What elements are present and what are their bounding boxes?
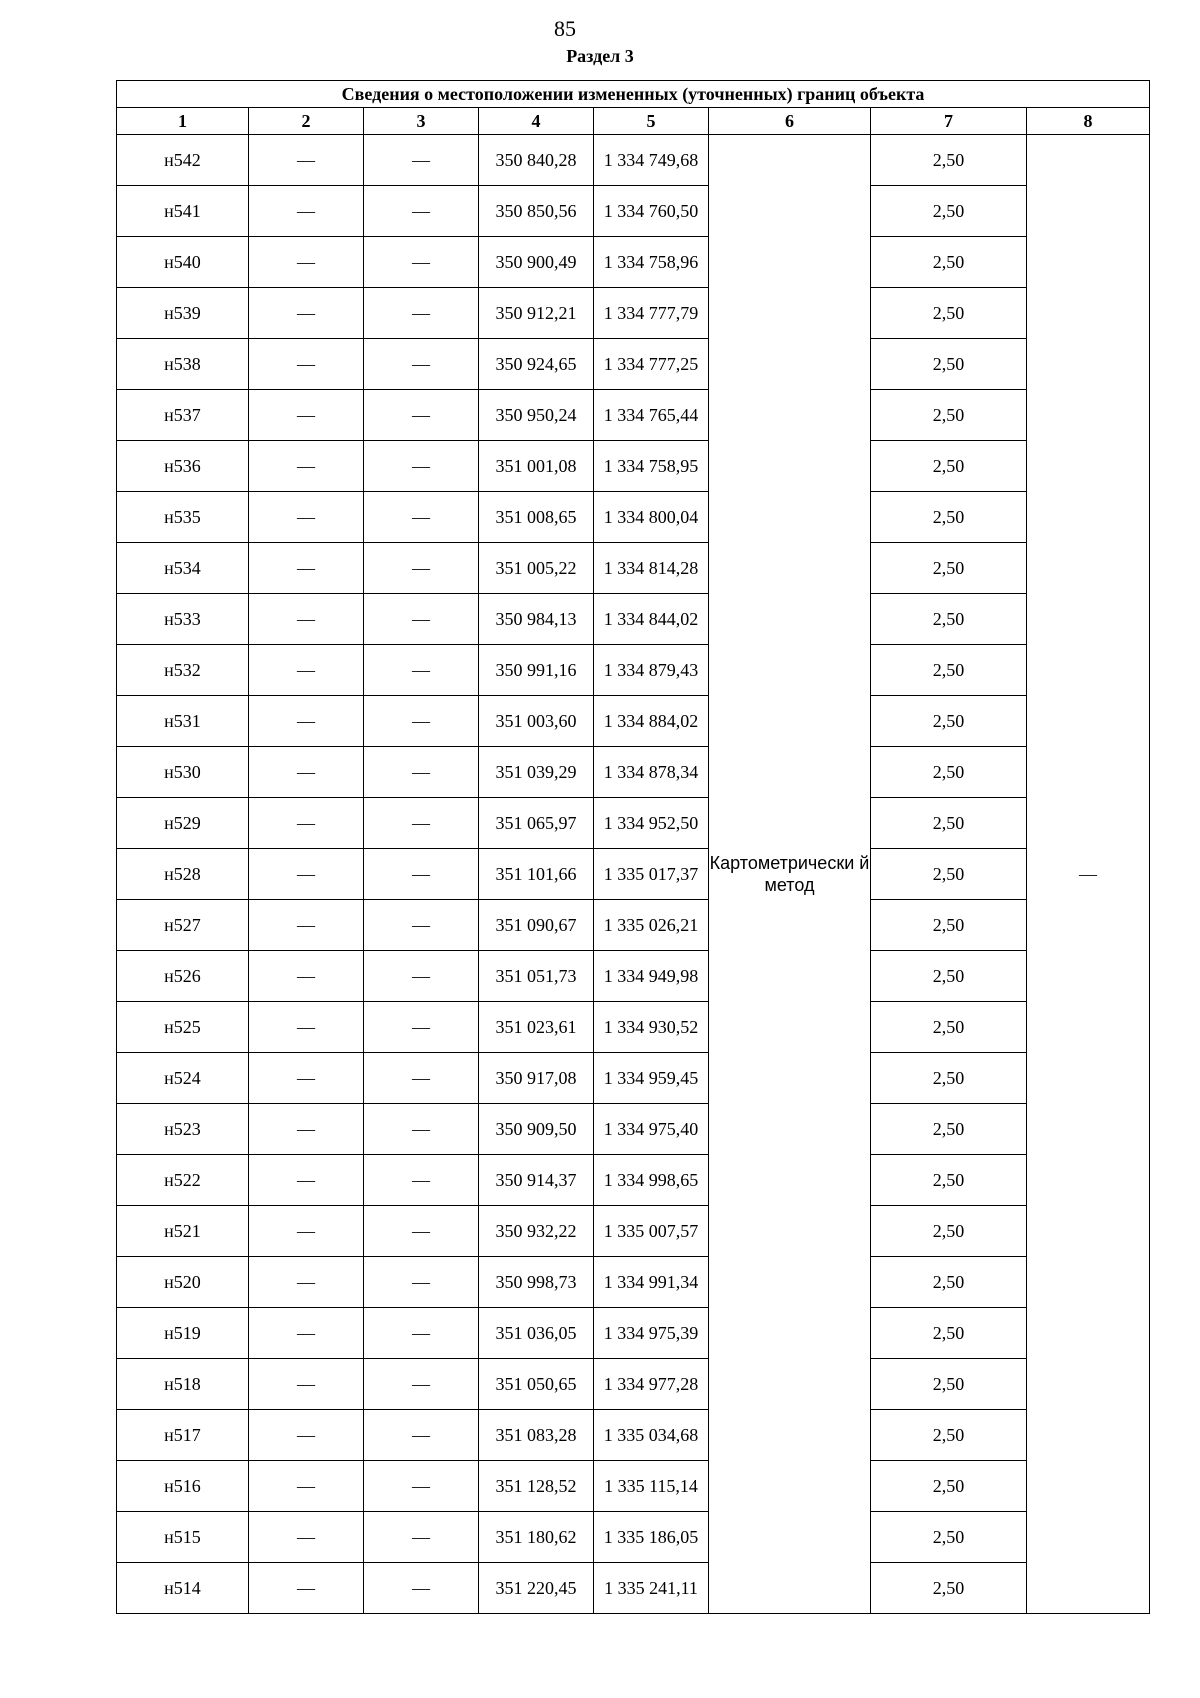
point-id-cell: н530	[117, 747, 249, 798]
x-coordinate-cell: 350 917,08	[479, 1053, 594, 1104]
table-row	[117, 1308, 1150, 1359]
column-2-cell: —	[249, 135, 364, 186]
point-id-cell: н522	[117, 1155, 249, 1206]
y-coordinate-cell: 1 335 186,05	[594, 1512, 709, 1563]
point-id-cell: н529	[117, 798, 249, 849]
column-2-cell: —	[249, 1359, 364, 1410]
boundary-coordinates-table	[116, 80, 1150, 1614]
column-3-cell: —	[364, 1257, 479, 1308]
table-row	[117, 186, 1150, 237]
x-coordinate-cell: 350 840,28	[479, 135, 594, 186]
column-3-cell: —	[364, 594, 479, 645]
point-id-cell: н524	[117, 1053, 249, 1104]
accuracy-cell: 2,50	[871, 594, 1027, 645]
x-coordinate-cell: 351 008,65	[479, 492, 594, 543]
column-2-cell: —	[249, 186, 364, 237]
column-2-cell: —	[249, 1563, 364, 1614]
y-coordinate-cell: 1 335 007,57	[594, 1206, 709, 1257]
column-3-cell: —	[364, 1461, 479, 1512]
accuracy-cell: 2,50	[871, 1002, 1027, 1053]
point-id-cell: н523	[117, 1104, 249, 1155]
y-coordinate-cell: 1 334 760,50	[594, 186, 709, 237]
x-coordinate-cell: 351 036,05	[479, 1308, 594, 1359]
column-2-cell: —	[249, 798, 364, 849]
column-3-cell: —	[364, 696, 479, 747]
point-id-cell: н531	[117, 696, 249, 747]
x-coordinate-cell: 351 220,45	[479, 1563, 594, 1614]
column-2-cell: —	[249, 1461, 364, 1512]
y-coordinate-cell: 1 335 034,68	[594, 1410, 709, 1461]
accuracy-cell: 2,50	[871, 747, 1027, 798]
point-id-cell: н532	[117, 645, 249, 696]
accuracy-cell: 2,50	[871, 339, 1027, 390]
column-2-cell: —	[249, 237, 364, 288]
y-coordinate-cell: 1 334 952,50	[594, 798, 709, 849]
column-number-header: 1	[117, 108, 249, 135]
x-coordinate-cell: 351 005,22	[479, 543, 594, 594]
point-id-cell: н534	[117, 543, 249, 594]
column-2-cell: —	[249, 645, 364, 696]
point-id-cell: н515	[117, 1512, 249, 1563]
column-3-cell: —	[364, 1002, 479, 1053]
y-coordinate-cell: 1 334 758,96	[594, 237, 709, 288]
column-2-cell: —	[249, 1206, 364, 1257]
column-3-cell: —	[364, 492, 479, 543]
column-2-cell: —	[249, 1155, 364, 1206]
column-2-cell: —	[249, 594, 364, 645]
point-id-cell: н514	[117, 1563, 249, 1614]
table-row	[117, 747, 1150, 798]
column-number-header: 6	[709, 108, 871, 135]
column-number-header: 5	[594, 108, 709, 135]
table-row	[117, 1206, 1150, 1257]
accuracy-cell: 2,50	[871, 1308, 1027, 1359]
column-2-cell: —	[249, 339, 364, 390]
accuracy-cell: 2,50	[871, 1461, 1027, 1512]
point-id-cell: н520	[117, 1257, 249, 1308]
column-2-cell: —	[249, 849, 364, 900]
column-number-header: 7	[871, 108, 1027, 135]
point-id-cell: н535	[117, 492, 249, 543]
accuracy-cell: 2,50	[871, 849, 1027, 900]
column-2-cell: —	[249, 288, 364, 339]
column-2-cell: —	[249, 900, 364, 951]
x-coordinate-cell: 351 128,52	[479, 1461, 594, 1512]
x-coordinate-cell: 351 039,29	[479, 747, 594, 798]
y-coordinate-cell: 1 335 017,37	[594, 849, 709, 900]
column-2-cell: —	[249, 1257, 364, 1308]
column-2-cell: —	[249, 1512, 364, 1563]
column-3-cell: —	[364, 135, 479, 186]
column-3-cell: —	[364, 951, 479, 1002]
accuracy-cell: 2,50	[871, 1257, 1027, 1308]
x-coordinate-cell: 351 003,60	[479, 696, 594, 747]
column-3-cell: —	[364, 747, 479, 798]
page-number: 85	[554, 16, 576, 41]
column-number-header: 4	[479, 108, 594, 135]
y-coordinate-cell: 1 334 814,28	[594, 543, 709, 594]
table-row	[117, 1410, 1150, 1461]
accuracy-cell: 2,50	[871, 1410, 1027, 1461]
x-coordinate-cell: 350 914,37	[479, 1155, 594, 1206]
y-coordinate-cell: 1 335 026,21	[594, 900, 709, 951]
point-id-cell: н527	[117, 900, 249, 951]
table-row	[117, 900, 1150, 951]
column-3-cell: —	[364, 543, 479, 594]
column-3-cell: —	[364, 1563, 479, 1614]
column-2-cell: —	[249, 1053, 364, 1104]
table-row	[117, 594, 1150, 645]
method-cell: Картометрически й метод	[709, 135, 871, 1614]
table-body	[117, 135, 1150, 1614]
accuracy-cell: 2,50	[871, 645, 1027, 696]
table-row	[117, 288, 1150, 339]
y-coordinate-cell: 1 334 991,34	[594, 1257, 709, 1308]
point-id-cell: н518	[117, 1359, 249, 1410]
y-coordinate-cell: 1 334 998,65	[594, 1155, 709, 1206]
table-row	[117, 1257, 1150, 1308]
column-3-cell: —	[364, 1308, 479, 1359]
x-coordinate-cell: 350 984,13	[479, 594, 594, 645]
table-row	[117, 135, 1150, 186]
section-title: Раздел 3	[566, 46, 634, 66]
table-row	[117, 1512, 1150, 1563]
point-id-cell: н533	[117, 594, 249, 645]
point-id-cell: н540	[117, 237, 249, 288]
point-id-cell: н528	[117, 849, 249, 900]
accuracy-cell: 2,50	[871, 237, 1027, 288]
accuracy-cell: 2,50	[871, 1053, 1027, 1104]
column-2-cell: —	[249, 696, 364, 747]
accuracy-cell: 2,50	[871, 288, 1027, 339]
point-id-cell: н521	[117, 1206, 249, 1257]
x-coordinate-cell: 350 900,49	[479, 237, 594, 288]
accuracy-cell: 2,50	[871, 1155, 1027, 1206]
column-3-cell: —	[364, 1104, 479, 1155]
x-coordinate-cell: 351 090,67	[479, 900, 594, 951]
x-coordinate-cell: 351 050,65	[479, 1359, 594, 1410]
point-id-cell: н525	[117, 1002, 249, 1053]
y-coordinate-cell: 1 335 241,11	[594, 1563, 709, 1614]
column-2-cell: —	[249, 1308, 364, 1359]
table-row	[117, 1002, 1150, 1053]
column-2-cell: —	[249, 1410, 364, 1461]
x-coordinate-cell: 350 950,24	[479, 390, 594, 441]
y-coordinate-cell: 1 334 884,02	[594, 696, 709, 747]
point-id-cell: н537	[117, 390, 249, 441]
x-coordinate-cell: 350 998,73	[479, 1257, 594, 1308]
table-row	[117, 1563, 1150, 1614]
x-coordinate-cell: 351 001,08	[479, 441, 594, 492]
y-coordinate-cell: 1 334 765,44	[594, 390, 709, 441]
column-3-cell: —	[364, 186, 479, 237]
column-3-cell: —	[364, 1512, 479, 1563]
accuracy-cell: 2,50	[871, 1359, 1027, 1410]
x-coordinate-cell: 350 909,50	[479, 1104, 594, 1155]
y-coordinate-cell: 1 334 758,95	[594, 441, 709, 492]
y-coordinate-cell: 1 334 878,34	[594, 747, 709, 798]
column-3-cell: —	[364, 1359, 479, 1410]
column-3-cell: —	[364, 339, 479, 390]
x-coordinate-cell: 351 101,66	[479, 849, 594, 900]
column-2-cell: —	[249, 390, 364, 441]
column-2-cell: —	[249, 492, 364, 543]
column-3-cell: —	[364, 441, 479, 492]
table-row	[117, 237, 1150, 288]
column-number-row	[117, 108, 1150, 135]
column-3-cell: —	[364, 1155, 479, 1206]
table-row	[117, 1461, 1150, 1512]
x-coordinate-cell: 350 850,56	[479, 186, 594, 237]
accuracy-cell: 2,50	[871, 900, 1027, 951]
column-2-cell: —	[249, 1002, 364, 1053]
y-coordinate-cell: 1 334 949,98	[594, 951, 709, 1002]
column-3-cell: —	[364, 1410, 479, 1461]
x-coordinate-cell: 350 991,16	[479, 645, 594, 696]
table-row	[117, 390, 1150, 441]
column-3-cell: —	[364, 645, 479, 696]
point-id-cell: н517	[117, 1410, 249, 1461]
accuracy-cell: 2,50	[871, 1206, 1027, 1257]
column-number-header: 2	[249, 108, 364, 135]
point-id-cell: н519	[117, 1308, 249, 1359]
column-2-cell: —	[249, 951, 364, 1002]
table-row	[117, 441, 1150, 492]
accuracy-cell: 2,50	[871, 1104, 1027, 1155]
column-2-cell: —	[249, 1104, 364, 1155]
accuracy-cell: 2,50	[871, 492, 1027, 543]
x-coordinate-cell: 351 065,97	[479, 798, 594, 849]
column-3-cell: —	[364, 1206, 479, 1257]
y-coordinate-cell: 1 334 959,45	[594, 1053, 709, 1104]
table-row	[117, 1053, 1150, 1104]
y-coordinate-cell: 1 334 977,28	[594, 1359, 709, 1410]
y-coordinate-cell: 1 334 930,52	[594, 1002, 709, 1053]
column-2-cell: —	[249, 441, 364, 492]
table-row	[117, 696, 1150, 747]
accuracy-cell: 2,50	[871, 1563, 1027, 1614]
y-coordinate-cell: 1 334 879,43	[594, 645, 709, 696]
table-row	[117, 339, 1150, 390]
accuracy-cell: 2,50	[871, 186, 1027, 237]
y-coordinate-cell: 1 334 975,39	[594, 1308, 709, 1359]
column-3-cell: —	[364, 288, 479, 339]
x-coordinate-cell: 351 180,62	[479, 1512, 594, 1563]
table-row	[117, 798, 1150, 849]
column-3-cell: —	[364, 849, 479, 900]
accuracy-cell: 2,50	[871, 1512, 1027, 1563]
column-2-cell: —	[249, 543, 364, 594]
table-row	[117, 543, 1150, 594]
accuracy-cell: 2,50	[871, 441, 1027, 492]
table-row	[117, 492, 1150, 543]
table-row	[117, 951, 1150, 1002]
accuracy-cell: 2,50	[871, 696, 1027, 747]
accuracy-cell: 2,50	[871, 135, 1027, 186]
x-coordinate-cell: 350 912,21	[479, 288, 594, 339]
x-coordinate-cell: 351 051,73	[479, 951, 594, 1002]
table-caption: Сведения о местоположении измененных (уточненных) границ объекта	[117, 81, 1150, 108]
column-3-cell: —	[364, 798, 479, 849]
table-row	[117, 1359, 1150, 1410]
column-3-cell: —	[364, 390, 479, 441]
y-coordinate-cell: 1 334 844,02	[594, 594, 709, 645]
table-row	[117, 645, 1150, 696]
table-row	[117, 849, 1150, 900]
x-coordinate-cell: 350 924,65	[479, 339, 594, 390]
accuracy-cell: 2,50	[871, 951, 1027, 1002]
column-number-header: 8	[1027, 108, 1150, 135]
table-row	[117, 1104, 1150, 1155]
point-id-cell: н542	[117, 135, 249, 186]
y-coordinate-cell: 1 334 800,04	[594, 492, 709, 543]
column-3-cell: —	[364, 900, 479, 951]
x-coordinate-cell: 351 083,28	[479, 1410, 594, 1461]
point-id-cell: н526	[117, 951, 249, 1002]
y-coordinate-cell: 1 335 115,14	[594, 1461, 709, 1512]
point-id-cell: н538	[117, 339, 249, 390]
y-coordinate-cell: 1 334 777,79	[594, 288, 709, 339]
x-coordinate-cell: 351 023,61	[479, 1002, 594, 1053]
accuracy-cell: 2,50	[871, 390, 1027, 441]
accuracy-cell: 2,50	[871, 798, 1027, 849]
accuracy-cell: 2,50	[871, 543, 1027, 594]
column-number-header: 3	[364, 108, 479, 135]
column-8-cell: —	[1027, 135, 1150, 1614]
column-2-cell: —	[249, 747, 364, 798]
column-3-cell: —	[364, 237, 479, 288]
point-id-cell: н541	[117, 186, 249, 237]
y-coordinate-cell: 1 334 777,25	[594, 339, 709, 390]
y-coordinate-cell: 1 334 975,40	[594, 1104, 709, 1155]
table-row	[117, 1155, 1150, 1206]
point-id-cell: н536	[117, 441, 249, 492]
point-id-cell: н539	[117, 288, 249, 339]
column-3-cell: —	[364, 1053, 479, 1104]
point-id-cell: н516	[117, 1461, 249, 1512]
x-coordinate-cell: 350 932,22	[479, 1206, 594, 1257]
y-coordinate-cell: 1 334 749,68	[594, 135, 709, 186]
